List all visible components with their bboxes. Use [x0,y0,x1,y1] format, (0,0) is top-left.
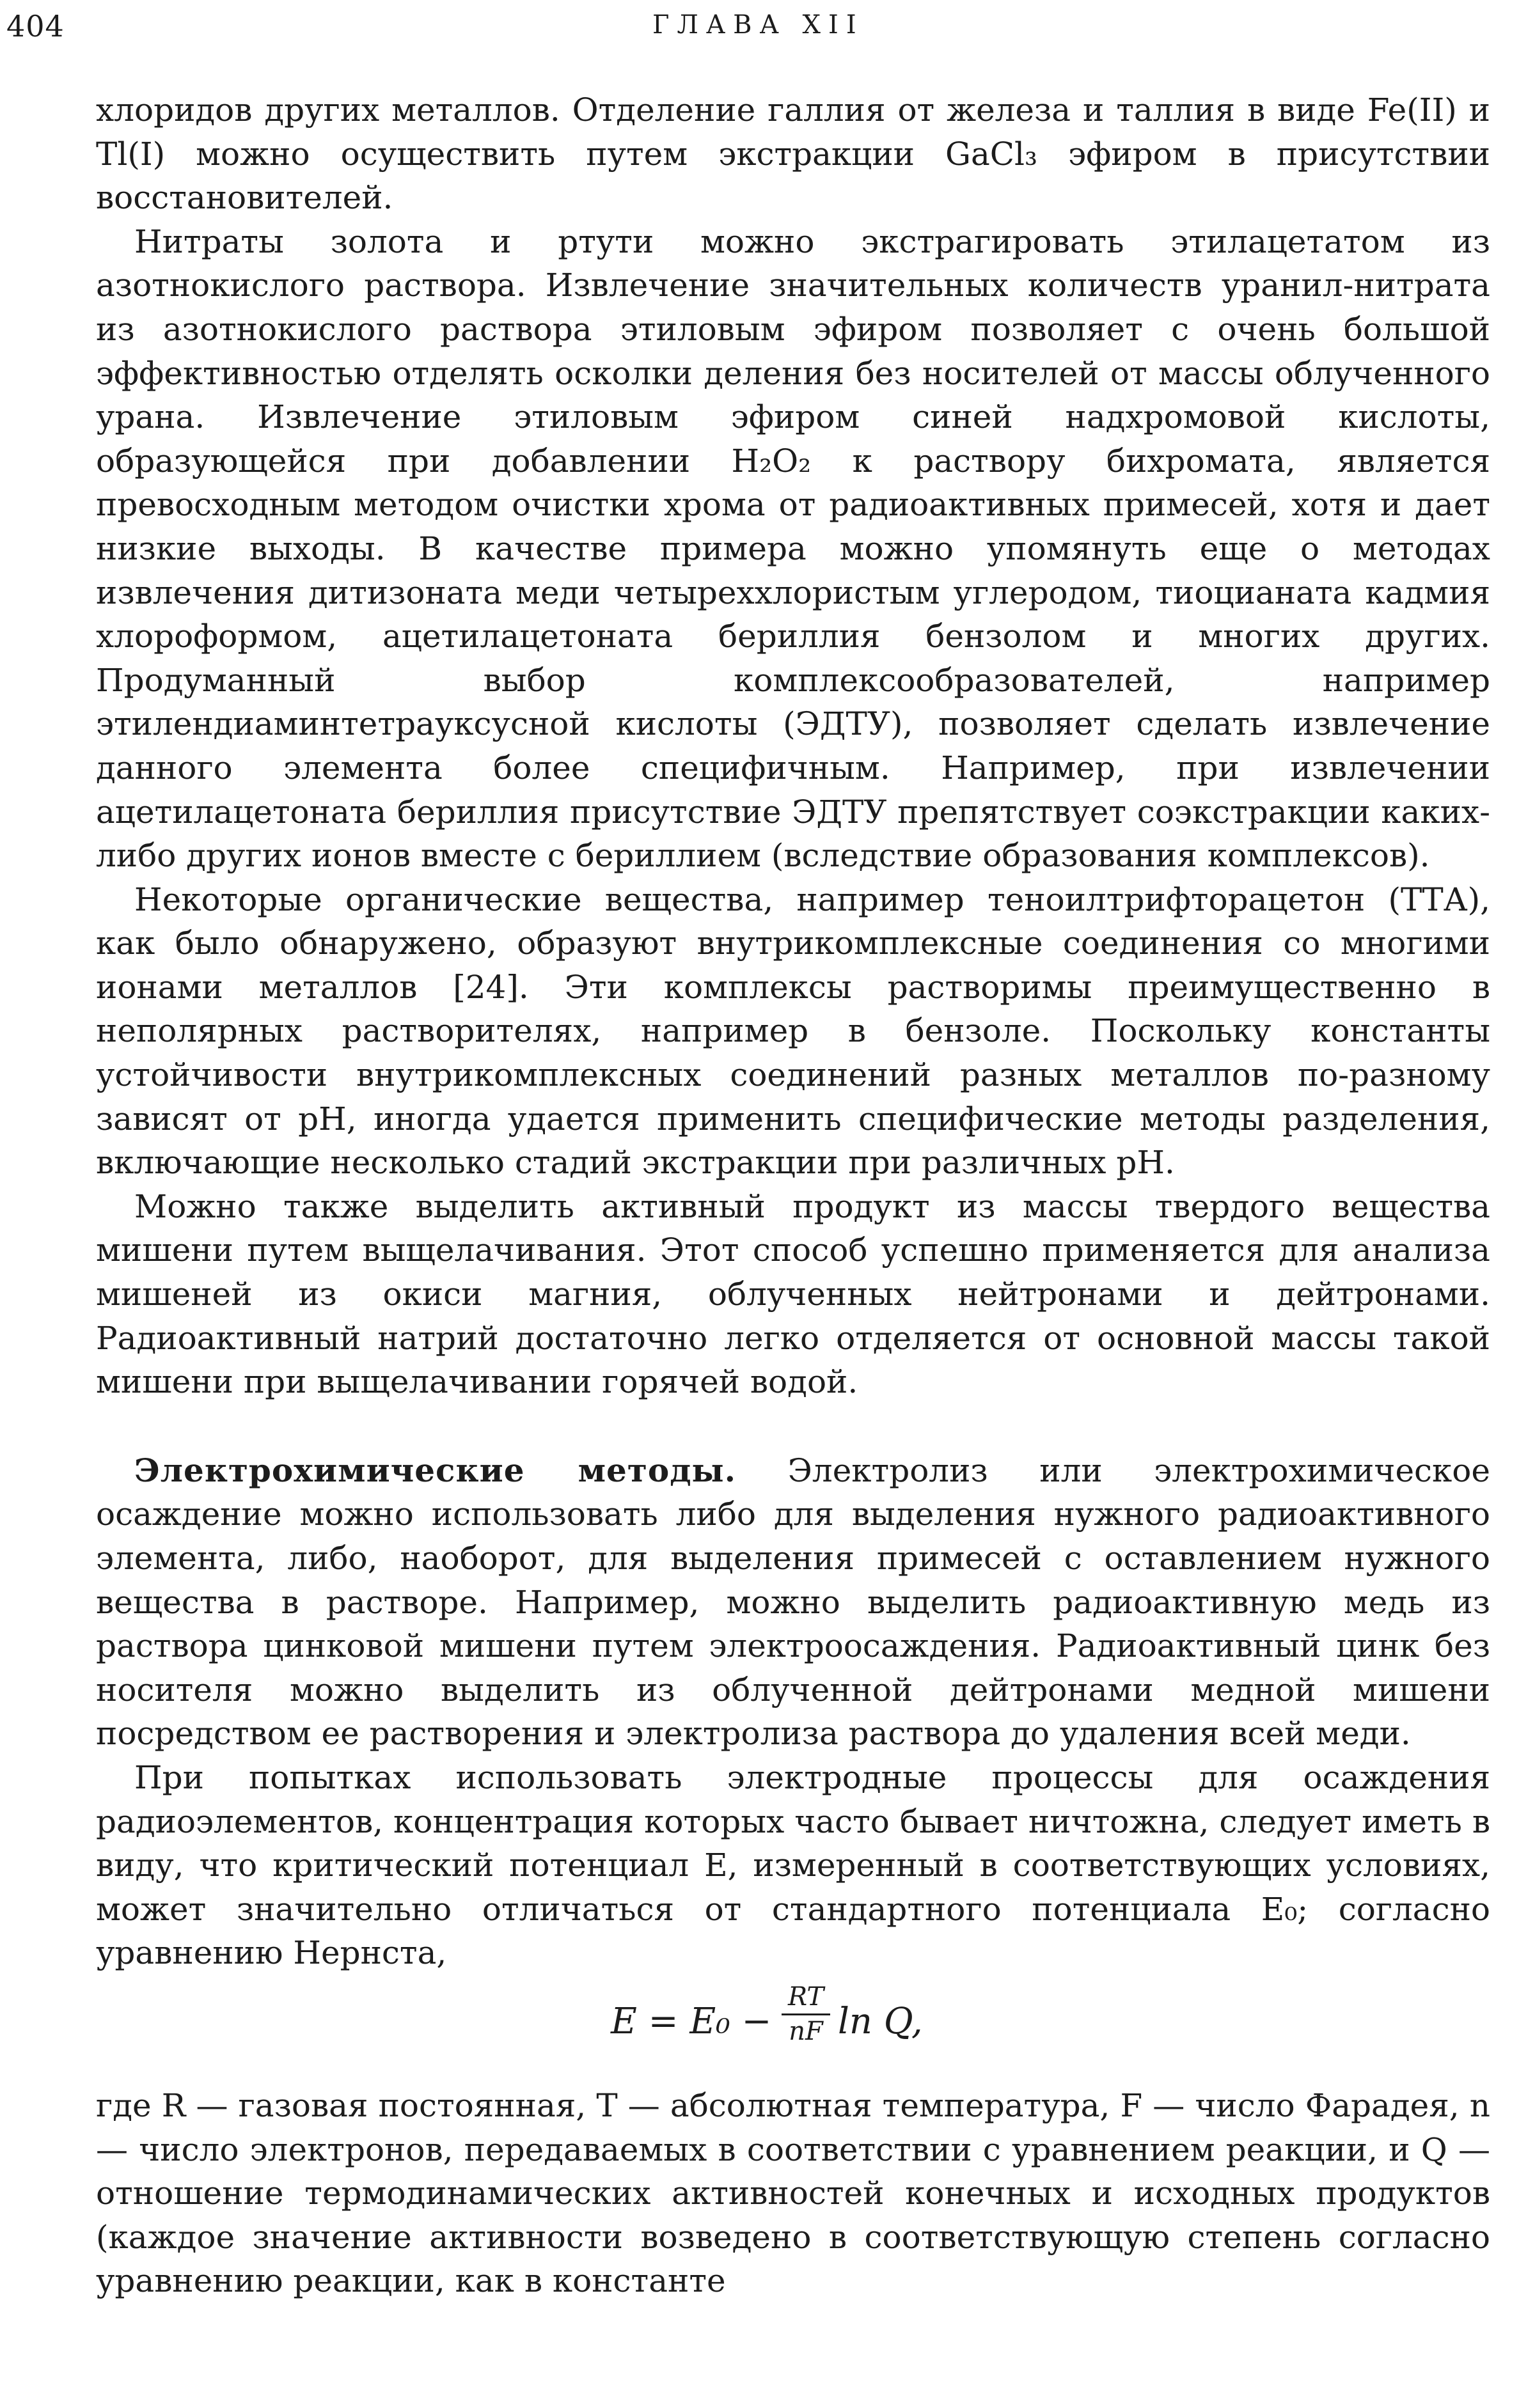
paragraph-electrochemical [96,1449,1490,1756]
body-text [96,88,1490,2303]
formula-rhs: ln Q, [838,2000,923,2042]
paragraph-leaching: Можно также выделить активный продукт из массы твердого вещества мишени путем выщелачивания. Этот способ успешно применяется для анализа мишеней из окиси магния, облученных нейтронами и дейтронами. Радиоактивный натрий достаточно легко отделяется от основной массы такой мишени при выщелачивании горячей водой. [96,1187,1490,1401]
page [6,0,1490,2303]
formula-fraction [782,1980,830,2047]
formula-numerator: RT [782,1980,830,2015]
paragraph-definitions: где R — газовая постоянная, T — абсолютная температура, F — число Фарадея, n — число электронов, передаваемых в соответствии с уравнением реакции, и Q — отношение термодинамических активностей конечных и исходных продуктов (каждое значение активности возведено в соответствующую степень согласно уравнению реакции, как в константе [96,2086,1490,2300]
formula-lhs: E = E₀ − [611,2000,772,2042]
section-heading-electrochemical: Электрохимические методы. [134,1451,737,1489]
paragraph-nitrates: Нитраты золота и ртути можно экстрагировать этилацетатом из азотнокислого раствора. Извлечение значительных количеств уранил-нитрата из азотнокислого раствора этиловым эфиром позволяет с очень большой эффективностью отделять осколки деления без носителей от массы облученного урана. Извлечение этиловым эфиром синей надхромовой кислоты, образующейся при добавлении H₂O₂ к раствору бихромата, является превосходным методом очистки хрома от радиоактивных примесей, хотя и дает низкие выходы. В качестве примера можно упомянуть еще о методах извлечения дитизоната меди четыреххлористым углеродом, тиоцианата кадмия хлороформом, ацетилацетоната бериллия бензолом и многих других. Продуманный выбор комплексообразователей, например этилендиаминтетрауксусной кислоты (ЭДТУ), позволяет сделать извлечение данного элемента более специфичным. Например, при извлечении ацетилацетоната бериллия присутствие ЭДТУ препятствует соэкстракции каких-либо других ионов вместе с бериллием (вследствие образования комплексов). [96,223,1490,875]
paragraph-electrode-processes: При попытках использовать электродные процессы для осаждения радиоэлементов, концентрация которых часто бывает ничтожна, следует иметь в виду, что критический потенциал E, измеренный в соответствующих условиях, может значительно отличаться от стандартного потенциала E₀; согласно уравнению Нернста, [96,1758,1490,1972]
running-head [6,0,1490,51]
nernst-equation [96,1975,1490,2084]
page-number: 404 [6,9,65,43]
paragraph-tta: Некоторые органические вещества, например теноилтрифторацетон (ТТА), как было обнаружено, образуют внутрикомплексные соединения со многими ионами металлов [24]. Эти комплексы растворимы преимущественно в неполярных растворителях, например в бензоле. Поскольку константы устойчивости внутрикомплексных соединений разных металлов по-разному зависят от pH, иногда удается применить специфические методы разделения, включающие несколько стадий экстракции при различных pH. [96,880,1490,1182]
paragraph-continuation: хлоридов других металлов. Отделение галлия от железа и таллия в виде Fe(II) и Tl(I) можно осуществить путем экстракции GaCl₃ эфиром в присутствии восстановителей. [96,91,1490,217]
formula-denominator: nF [789,2016,823,2046]
section-gap [96,1404,1490,1449]
chapter-title: ГЛАВА XII [652,10,864,40]
paragraph-electrochemical-text: Электролиз или электрохимическое осаждение можно использовать либо для выделения нужного радиоактивного элемента, либо, наоборот, для выделения примесей с оставлением нужного вещества в растворе. Например, можно выделить радиоактивную медь из раствора цинковой мишени путем электроосаждения. Радиоактивный цинк без носителя можно выделить из облученной дейтронами медной мишени посредством ее растворения и электролиза раствора до удаления всей меди. [96,1451,1490,1753]
